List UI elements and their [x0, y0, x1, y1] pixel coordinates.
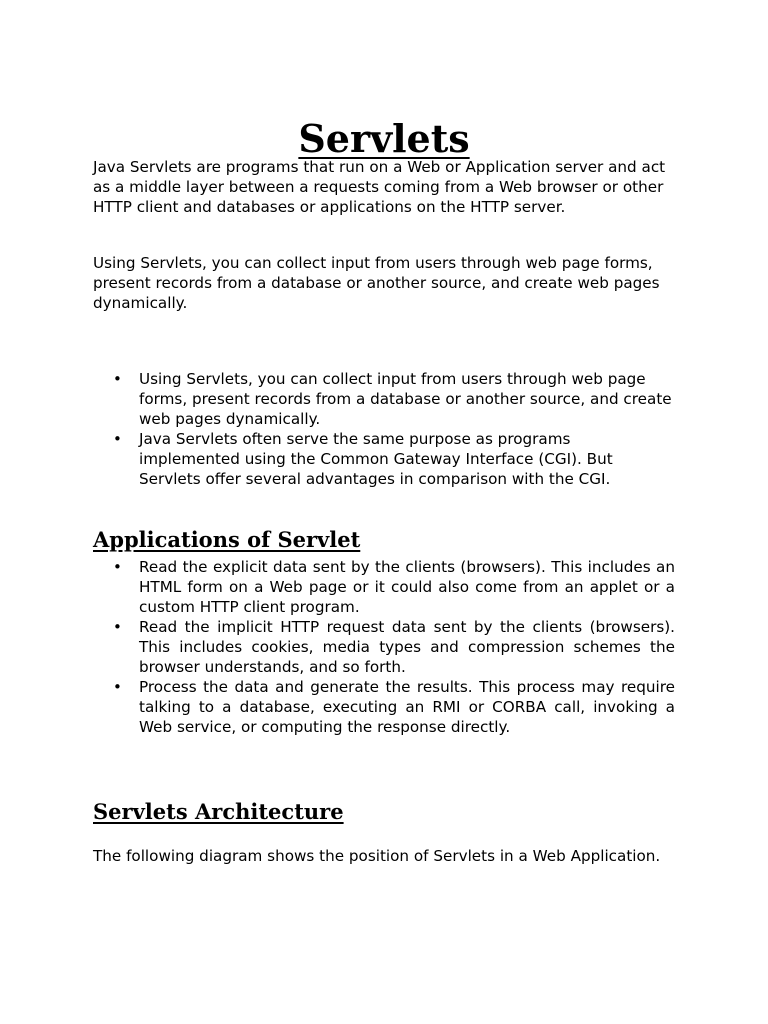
list-item: • Process the data and generate the results. This process may require talking to a database, executing an RMI or CORBA call, invoking a Web service, or computing the response directly.	[93, 677, 675, 737]
page-title: Servlets	[298, 116, 470, 162]
intro-paragraph-1: Java Servlets are programs that run on a Web or Application server and act as a middle layer between a requests coming from a Web browser or other HTTP client and databases or applications on the HTTP server.	[93, 158, 666, 216]
applications-list	[93, 557, 675, 737]
list-item: • Read the explicit data sent by the clients (browsers). This includes an HTML form on a Web page or it could also come from an applet or a custom HTTP client program.	[93, 557, 675, 617]
list-item: • Using Servlets, you can collect input from users through web page forms, present records from a database or another source, and create web pages dynamically.	[93, 369, 675, 429]
applications-heading: Applications of Servlet	[93, 527, 361, 552]
list-item: • Read the implicit HTTP request data sent by the clients (browsers). This includes cookies, media types and compression schemes the browser understands, and so forth.	[93, 617, 675, 677]
intro-bullet-list	[93, 369, 675, 489]
architecture-heading: Servlets Architecture	[93, 799, 344, 824]
architecture-paragraph: The following diagram shows the position of Servlets in a Web Application.	[93, 847, 661, 865]
intro-paragraph-2: Using Servlets, you can collect input from users through web page forms, present records from a database or another source, and create web pages dynamically.	[93, 254, 660, 312]
list-item: • Java Servlets often serve the same purpose as programs implemented using the Common Gateway Interface (CGI). But Servlets offer several advantages in comparison with the CGI.	[93, 429, 675, 489]
